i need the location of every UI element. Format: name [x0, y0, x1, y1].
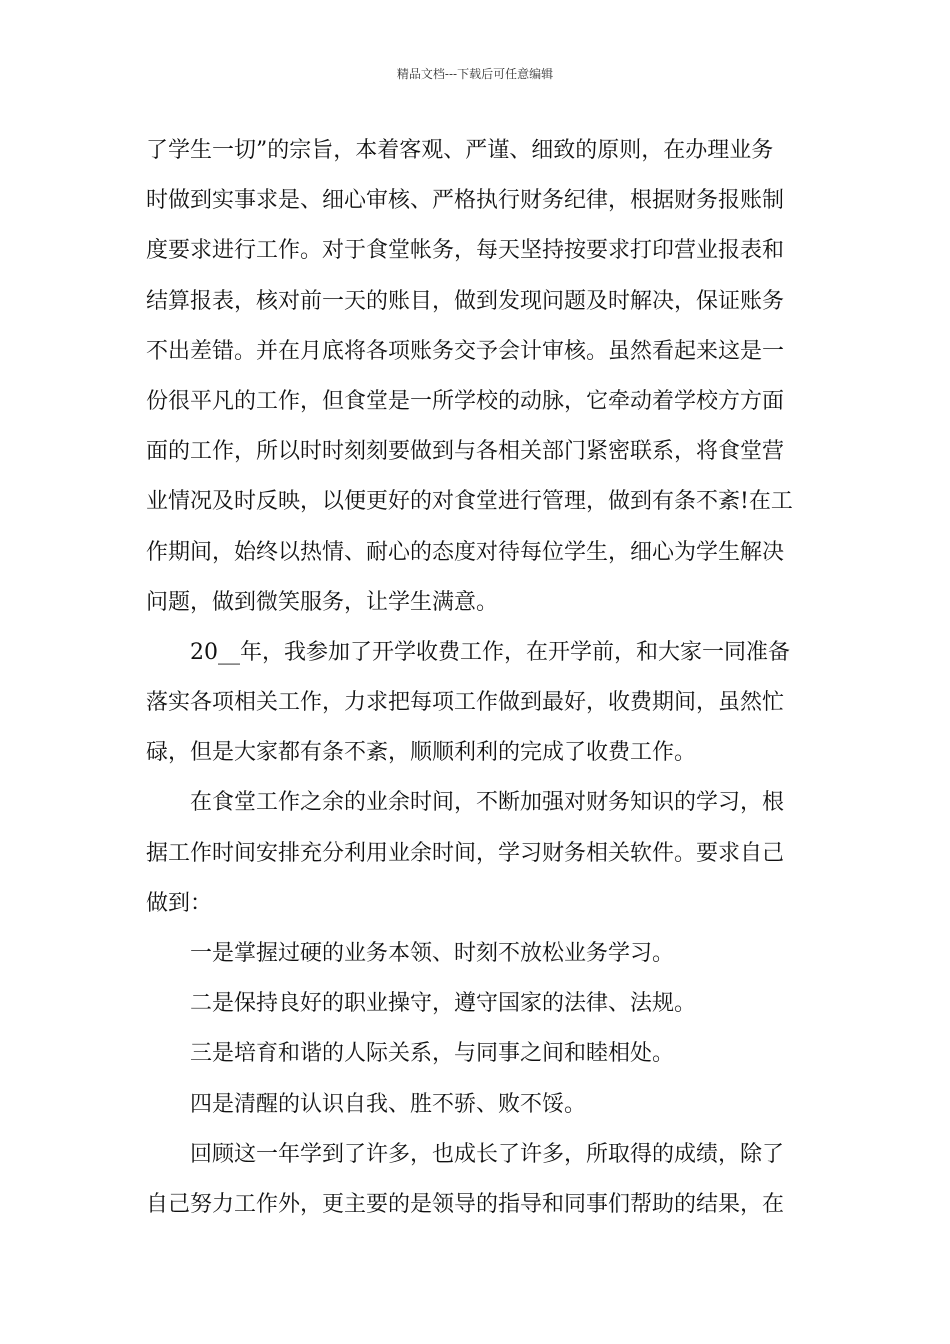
text-line: 自己努力工作外，更主要的是领导的指导和同事们帮助的结果，在: [146, 1191, 785, 1217]
text-line: 在食堂工作之余的业余时间，不断加强对财务知识的学习，根: [190, 790, 785, 816]
text-line: 问题，做到微笑服务，让学生满意。: [146, 589, 499, 615]
text-line: 三是培育和谐的人际关系，与同事之间和睦相处。: [190, 1041, 675, 1067]
text-line: 20__年，我参加了开学收费工作，在开学前，和大家一同准备: [190, 639, 790, 665]
text-line: 了学生一切”的宗旨，本着客观、严谨、细致的原则，在办理业务: [146, 138, 774, 163]
text-line: 度要求进行工作。对于食堂帐务，每天坚持按要求打印营业报表和: [146, 238, 785, 264]
text-line: 落实各项相关工作，力求把每项工作做到最好，收费期间，虽然忙: [146, 690, 785, 716]
text-line: 一是掌握过硬的业务本领、时刻不放松业务学习。: [190, 941, 675, 966]
page-header: 精品文档---下载后可任意编辑: [396, 67, 554, 81]
text-line: 作期间，始终以热情、耐心的态度对待每位学生，细心为学生解决: [146, 539, 785, 565]
text-line: 面的工作，所以时时刻刻要做到与各相关部门紧密联系，将食堂营: [146, 439, 785, 465]
text-line: 二是保持良好的职业操守，遵守国家的法律、法规。: [190, 991, 697, 1017]
text-line: 碌，但是大家都有条不紊，顺顺利利的完成了收费工作。: [146, 740, 697, 766]
text-line: 回顾这一年学到了许多，也成长了许多，所取得的成绩，除了: [190, 1141, 785, 1167]
text-line: 时做到实事求是、细心审核、严格执行财务纪律，根据财务报账制: [146, 188, 785, 214]
text-line: 据工作时间安排充分利用业余时间，学习财务相关软件。要求自己: [146, 840, 785, 866]
text-line: 结算报表，核对前一天的账目，做到发现问题及时解决，保证账务: [146, 288, 785, 314]
document-body: [146, 126, 810, 1230]
text-line: 不出差错。并在月底将各项账务交予会计审核。虽然看起来这是一: [146, 338, 785, 364]
text-line: 四是清醒的认识自我、胜不骄、败不馁。: [190, 1091, 587, 1117]
text-line: 份很平凡的工作，但食堂是一所学校的动脉，它牵动着学校方方面: [146, 388, 785, 414]
text-line: 业情况及时反映，以便更好的对食堂进行管理，做到有条不紊!在工: [146, 489, 793, 515]
text-line: 做到：: [146, 890, 213, 916]
